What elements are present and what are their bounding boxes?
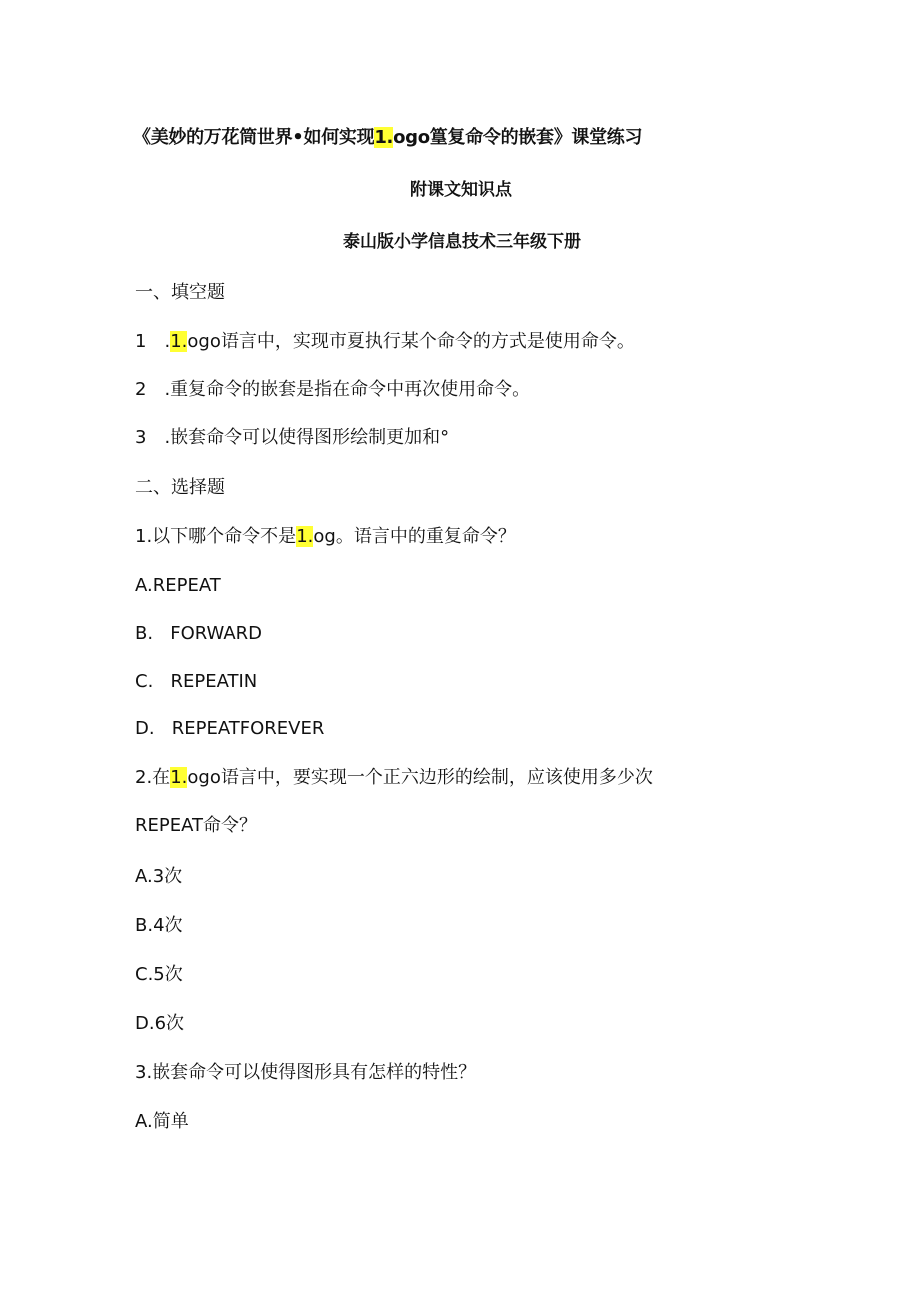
fill-q2-text: .重复命令的嵌套是指在命令中再次使用命令。 xyxy=(164,379,531,400)
choice-q2-option-c: C.5次 xyxy=(135,964,183,985)
title-text-before: 《美妙的万花筒世界•如何实现 xyxy=(133,127,375,148)
title-highlight: 1. xyxy=(374,127,394,148)
choice-q1-after: og。语言中的重复命令？ xyxy=(313,526,516,547)
choice-q2-highlight: 1. xyxy=(170,767,188,788)
choice-q3-option-a: A.简单 xyxy=(135,1111,189,1132)
subtitle-textbook: 泰山版小学信息技术三年级下册 xyxy=(343,232,581,252)
fill-q3-text: .嵌套命令可以使得图形绘制更加和° xyxy=(164,427,450,448)
choice-q2-continuation: REPEAT命令？ xyxy=(135,815,258,836)
fill-q1-number: 1 xyxy=(135,331,147,352)
choice-q1-option-d: D. REPEATFOREVER xyxy=(135,718,325,739)
choice-q2-after: ogo语言中，要实现一个正六边形的绘制，应该使用多少次 xyxy=(187,767,653,788)
fill-q1-prefix: . xyxy=(164,331,171,352)
choice-q2-option-a: A.3次 xyxy=(135,866,183,887)
fill-q1-text: ogo语言中，实现市夏执行某个命令的方式是使用命令。 xyxy=(187,331,635,352)
choice-q1-option-c: C. REPEATIN xyxy=(135,671,258,692)
choice-q1-highlight: 1. xyxy=(296,526,314,547)
section-1-heading: 一、填空题 xyxy=(135,282,225,303)
choice-q2-option-d: D.6次 xyxy=(135,1013,185,1034)
choice-q1-option-a: A.REPEAT xyxy=(135,575,221,596)
choice-q1-option-b: B. FORWARD xyxy=(135,623,263,644)
choice-question-1 xyxy=(135,526,516,548)
choice-question-3: 3.嵌套命令可以使得图形具有怎样的特性？ xyxy=(135,1062,477,1083)
fill-question-1 xyxy=(135,331,635,353)
title-text-after: ogo篁复命令的嵌套》课堂练习 xyxy=(393,127,643,148)
choice-question-2 xyxy=(135,767,653,789)
subtitle-knowledge-points: 附课文知识点 xyxy=(410,180,512,200)
choice-q2-before: 2.在 xyxy=(135,767,171,788)
fill-q1-highlight: 1. xyxy=(170,331,188,352)
choice-q2-option-b: B.4次 xyxy=(135,915,183,936)
fill-question-2 xyxy=(135,379,530,401)
fill-q2-number: 2 xyxy=(135,379,147,400)
fill-q3-number: 3 xyxy=(135,427,147,448)
section-2-heading: 二、选择题 xyxy=(135,477,225,498)
fill-question-3 xyxy=(135,427,449,449)
document-title xyxy=(133,127,642,149)
choice-q1-before: 1.以下哪个命令不是 xyxy=(135,526,297,547)
